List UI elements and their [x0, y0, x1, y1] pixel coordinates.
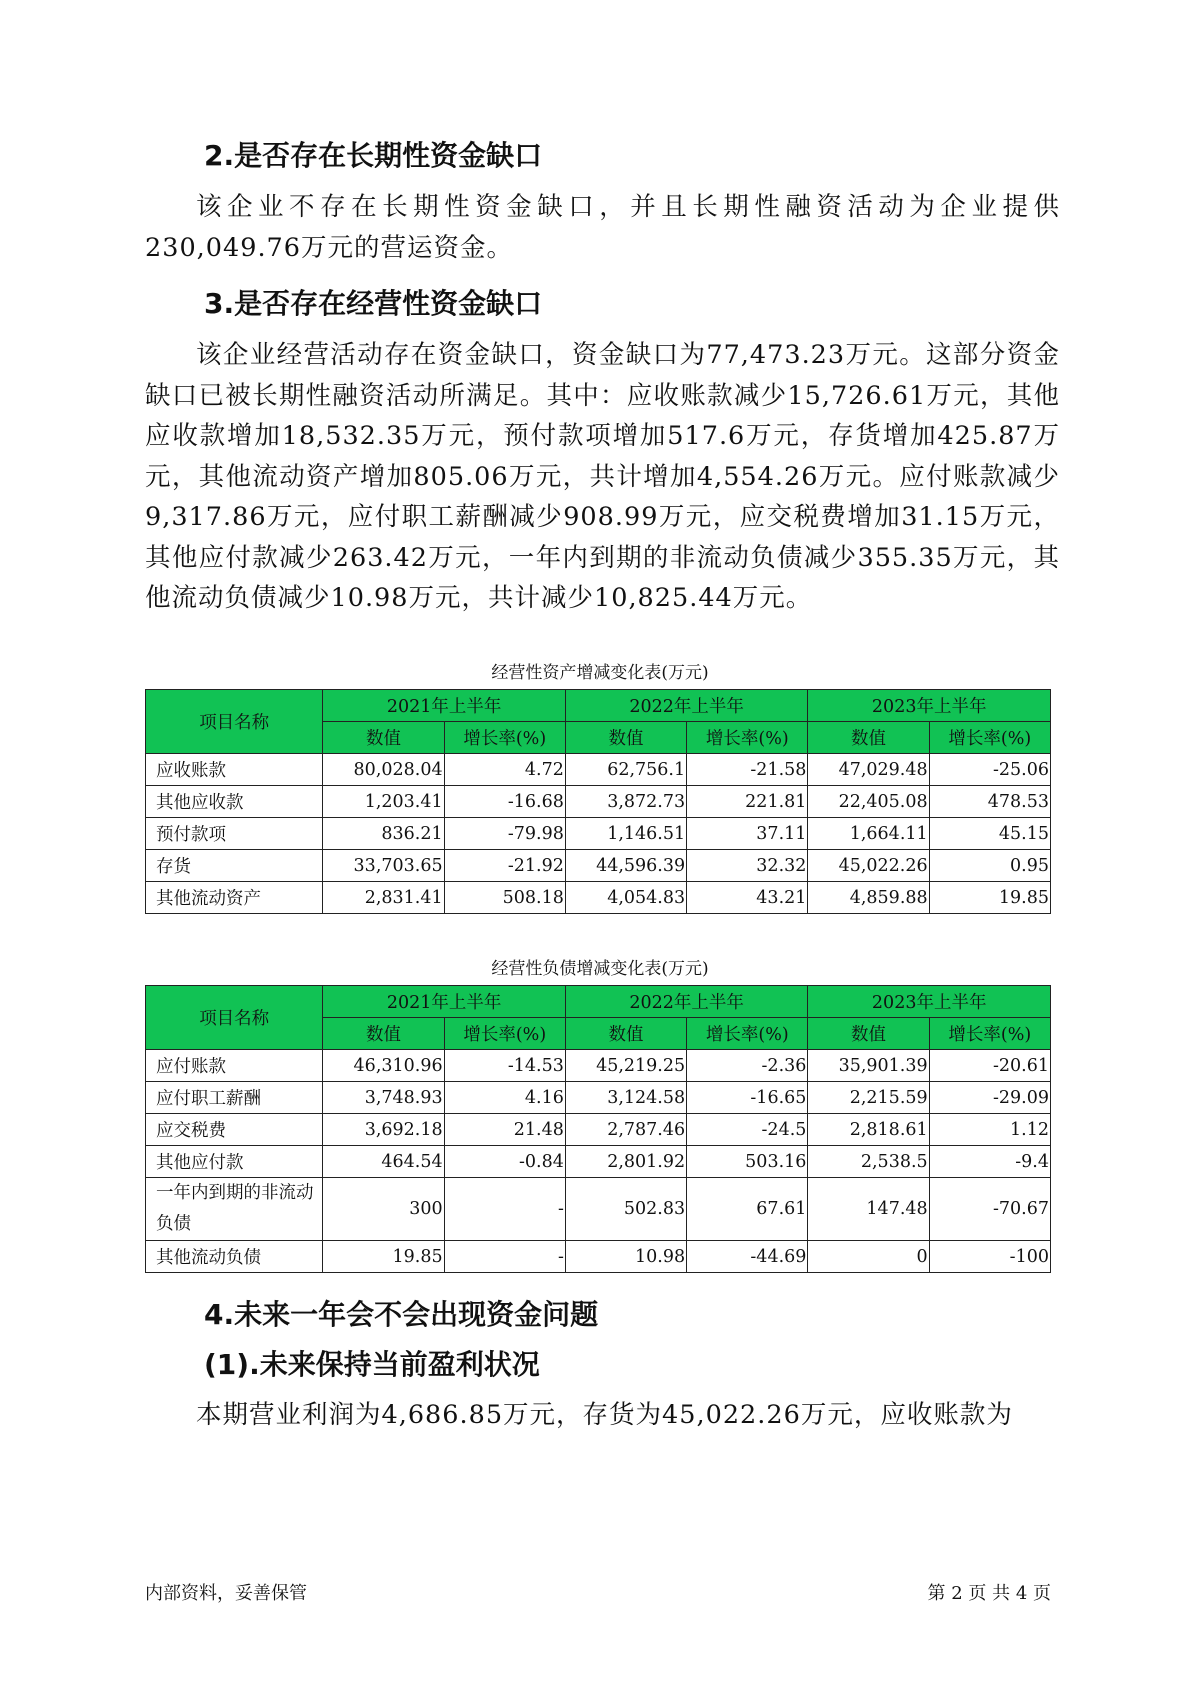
growth-cell: -0.84 [444, 1146, 565, 1178]
growth-cell: 221.81 [687, 786, 808, 818]
growth-cell: 0.95 [929, 850, 1050, 882]
row-label: 应收账款 [146, 754, 323, 786]
growth-cell: 478.53 [929, 786, 1050, 818]
table-row [146, 786, 1051, 818]
header-value: 数值 [565, 1018, 686, 1050]
footer-page-number: 第 2 页 共 4 页 [927, 1583, 1051, 1604]
header-value: 数值 [808, 722, 929, 754]
table-row [146, 818, 1051, 850]
value-cell: 2,787.46 [565, 1114, 686, 1146]
value-cell: 4,859.88 [808, 882, 929, 914]
table1-caption: 经营性资产增减变化表(万元) [491, 663, 709, 683]
growth-cell: - [444, 1241, 565, 1273]
value-cell: 46,310.96 [323, 1050, 444, 1082]
table-row [146, 1178, 1051, 1241]
growth-cell: -2.36 [687, 1050, 808, 1082]
value-cell: 3,692.18 [323, 1114, 444, 1146]
table-row [146, 1146, 1051, 1178]
growth-cell: 21.48 [444, 1114, 565, 1146]
value-cell: 0 [808, 1241, 929, 1273]
growth-cell: -25.06 [929, 754, 1050, 786]
value-cell: 2,818.61 [808, 1114, 929, 1146]
row-label: 其他应收款 [146, 786, 323, 818]
growth-cell: 508.18 [444, 882, 565, 914]
table-row [146, 754, 1051, 786]
header-period-2022: 2022年上半年 [565, 986, 808, 1018]
table-row [146, 1050, 1051, 1082]
row-label: 其他流动资产 [146, 882, 323, 914]
value-cell: 300 [323, 1178, 444, 1241]
row-label: 存货 [146, 850, 323, 882]
header-growth: 增长率(%) [929, 1018, 1050, 1050]
growth-cell: -16.65 [687, 1082, 808, 1114]
header-value: 数值 [323, 1018, 444, 1050]
value-cell: 33,703.65 [323, 850, 444, 882]
table2-caption: 经营性负债增减变化表(万元) [491, 959, 709, 979]
value-cell: 1,664.11 [808, 818, 929, 850]
row-label: 应付职工薪酬 [146, 1082, 323, 1114]
value-cell: 464.54 [323, 1146, 444, 1178]
growth-cell: -100 [929, 1241, 1050, 1273]
growth-cell: - [444, 1178, 565, 1241]
header-growth: 增长率(%) [929, 722, 1050, 754]
footer-confidential-note: 内部资料，妥善保管 [145, 1583, 307, 1604]
row-label: 应交税费 [146, 1114, 323, 1146]
growth-cell: -79.98 [444, 818, 565, 850]
row-label: 预付款项 [146, 818, 323, 850]
header-period-2022: 2022年上半年 [565, 690, 808, 722]
value-cell: 35,901.39 [808, 1050, 929, 1082]
row-label: 应付账款 [146, 1050, 323, 1082]
value-cell: 2,538.5 [808, 1146, 929, 1178]
row-label: 其他流动负债 [146, 1241, 323, 1273]
value-cell: 10.98 [565, 1241, 686, 1273]
table-row [146, 1114, 1051, 1146]
value-cell: 2,801.92 [565, 1146, 686, 1178]
header-period-2023: 2023年上半年 [808, 690, 1051, 722]
section4-paragraph: 本期营业利润为4,686.85万元，存货为45,022.26万元，应收账款为 [196, 1400, 1013, 1430]
growth-cell: 37.11 [687, 818, 808, 850]
header-growth: 增长率(%) [687, 1018, 808, 1050]
table-row [146, 882, 1051, 914]
growth-cell: -21.92 [444, 850, 565, 882]
section4-heading: 4.未来一年会不会出现资金问题 [204, 1298, 599, 1331]
value-cell: 19.85 [323, 1241, 444, 1273]
value-cell: 62,756.1 [565, 754, 686, 786]
value-cell: 80,028.04 [323, 754, 444, 786]
value-cell: 3,872.73 [565, 786, 686, 818]
growth-cell: -14.53 [444, 1050, 565, 1082]
header-period-2023: 2023年上半年 [808, 986, 1051, 1018]
header-value: 数值 [808, 1018, 929, 1050]
growth-cell: -29.09 [929, 1082, 1050, 1114]
value-cell: 836.21 [323, 818, 444, 850]
growth-cell: 45.15 [929, 818, 1050, 850]
growth-cell: 4.16 [444, 1082, 565, 1114]
growth-cell: 19.85 [929, 882, 1050, 914]
growth-cell: 1.12 [929, 1114, 1050, 1146]
section3-paragraph: 该企业经营活动存在资金缺口，资金缺口为77,473.23万元。这部分资金缺口已被长期性融资活动所满足。其中：应收账款减少15,726.61万元，其他应收款增加18,532.35万元，预付款项增加517.6万元，存货增加425.87万元，其他流动资产增加805.06万元，共计增加4,554.26万元。应付账款减少9,317.86万元，应付职工薪酬减少908.99万元，应交税费增加31.15万元，其他应付款减少263.42万元，一年内到期的非流动负债减少355.35万元，其他流动负债减少10.98万元，共计减少10,825.44万元。 [145, 340, 1060, 613]
header-value: 数值 [565, 722, 686, 754]
value-cell: 45,219.25 [565, 1050, 686, 1082]
value-cell: 2,831.41 [323, 882, 444, 914]
header-value: 数值 [323, 722, 444, 754]
operating-assets-table [145, 689, 1051, 914]
value-cell: 3,124.58 [565, 1082, 686, 1114]
operating-liabilities-table [145, 985, 1051, 1273]
header-period-2021: 2021年上半年 [323, 690, 566, 722]
section3-heading: 3.是否存在经营性资金缺口 [204, 287, 543, 320]
header-growth: 增长率(%) [444, 722, 565, 754]
header-item-name: 项目名称 [146, 690, 323, 754]
table-row [146, 1241, 1051, 1273]
value-cell: 1,203.41 [323, 786, 444, 818]
growth-cell: -20.61 [929, 1050, 1050, 1082]
growth-cell: 503.16 [687, 1146, 808, 1178]
header-growth: 增长率(%) [687, 722, 808, 754]
growth-cell: 32.32 [687, 850, 808, 882]
section2-heading: 2.是否存在长期性资金缺口 [204, 139, 543, 172]
value-cell: 4,054.83 [565, 882, 686, 914]
value-cell: 44,596.39 [565, 850, 686, 882]
row-label: 其他应付款 [146, 1146, 323, 1178]
header-item-name: 项目名称 [146, 986, 323, 1050]
growth-cell: -16.68 [444, 786, 565, 818]
growth-cell: 4.72 [444, 754, 565, 786]
value-cell: 1,146.51 [565, 818, 686, 850]
table-row [146, 1082, 1051, 1114]
growth-cell: 67.61 [687, 1178, 808, 1241]
header-growth: 增长率(%) [444, 1018, 565, 1050]
row-label: 一年内到期的非流动负债 [146, 1178, 323, 1241]
value-cell: 47,029.48 [808, 754, 929, 786]
section2-paragraph: 该企业不存在长期性资金缺口，并且长期性融资活动为企业提供230,049.76万元的营运资金。 [145, 192, 1060, 263]
header-period-2021: 2021年上半年 [323, 986, 566, 1018]
growth-cell: -9.4 [929, 1146, 1050, 1178]
value-cell: 3,748.93 [323, 1082, 444, 1114]
growth-cell: -24.5 [687, 1114, 808, 1146]
growth-cell: 43.21 [687, 882, 808, 914]
growth-cell: -70.67 [929, 1178, 1050, 1241]
value-cell: 22,405.08 [808, 786, 929, 818]
value-cell: 45,022.26 [808, 850, 929, 882]
value-cell: 2,215.59 [808, 1082, 929, 1114]
section4-subheading: (1).未来保持当前盈利状况 [204, 1348, 540, 1381]
growth-cell: -21.58 [687, 754, 808, 786]
value-cell: 147.48 [808, 1178, 929, 1241]
table-row [146, 850, 1051, 882]
growth-cell: -44.69 [687, 1241, 808, 1273]
value-cell: 502.83 [565, 1178, 686, 1241]
